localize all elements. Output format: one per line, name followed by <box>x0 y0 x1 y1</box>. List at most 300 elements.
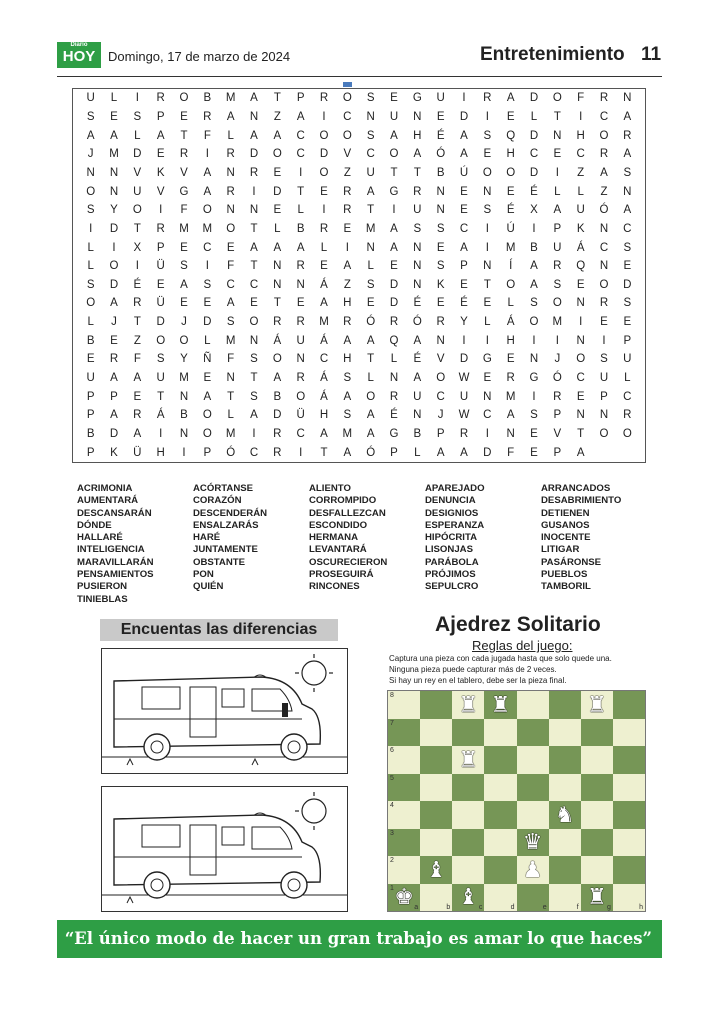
wordsearch-letter: Í <box>509 260 513 273</box>
wordsearch-letter: E <box>460 204 468 217</box>
wordsearch-letter: F <box>507 446 515 459</box>
wordsearch-letter: O <box>156 334 166 347</box>
wordsearch-letter: C <box>203 241 212 254</box>
wordsearch-letter: Z <box>600 185 608 198</box>
wordsearch-letter: A <box>203 185 212 198</box>
wordsearch-letter: R <box>459 428 469 441</box>
bishop-icon[interactable]: ♝ <box>458 884 479 910</box>
wordsearch-letter: E <box>530 428 538 441</box>
word-list-item: ACÓRTANSE <box>193 483 254 494</box>
wordsearch-letter: E <box>483 148 492 161</box>
wordsearch-letter: E <box>506 185 515 198</box>
chess-square-f1[interactable] <box>549 884 581 912</box>
wordsearch-letter: P <box>156 110 165 123</box>
chess-square-g8[interactable] <box>581 691 613 719</box>
wordsearch-letter: A <box>623 148 632 161</box>
rook-icon[interactable]: ♜ <box>458 691 479 717</box>
wordsearch-letter: R <box>296 316 305 329</box>
wordsearch-letter: H <box>343 297 352 310</box>
wordsearch-letter: A <box>110 372 118 385</box>
wordsearch-letter: A <box>366 334 375 347</box>
chess-square-f4[interactable] <box>549 801 581 829</box>
wordsearch-letter: R <box>133 297 142 310</box>
wordsearch-letter: M <box>365 222 376 235</box>
wordsearch-letter: U <box>413 390 422 403</box>
wordsearch-letter: S <box>343 372 352 385</box>
wordsearch-letter: O <box>272 148 282 161</box>
wordsearch-letter: N <box>179 428 189 441</box>
chess-square-f6[interactable] <box>549 746 581 774</box>
wordsearch-letter: I <box>135 260 139 273</box>
word-list-item: ESCONDIDO <box>309 519 368 531</box>
wordsearch-letter: G <box>529 372 539 385</box>
wordsearch-letter: A <box>390 129 398 142</box>
wordsearch-letter: M <box>505 390 516 403</box>
chess-square-g1[interactable] <box>581 884 613 912</box>
wordsearch-letter: V <box>436 353 445 366</box>
wordsearch-letter: A <box>250 129 258 142</box>
file-label: h <box>639 904 643 911</box>
bishop-icon[interactable]: ♝ <box>426 856 447 882</box>
chess-square-d1[interactable] <box>484 884 516 912</box>
wordsearch-letter: S <box>553 278 562 291</box>
chess-square-h8[interactable] <box>613 691 645 719</box>
wordsearch-letter: R <box>389 316 399 329</box>
wordsearch-letter: O <box>436 372 446 385</box>
wordsearch-letter: N <box>529 353 539 366</box>
wordsearch-letter: É <box>413 353 422 366</box>
wordsearch-letter: L <box>274 222 281 235</box>
chess-square-b7[interactable] <box>420 719 452 747</box>
word-list-item: DESABRIMIENTO <box>541 495 622 507</box>
chess-rule: Captura una pieza con cada jugada hasta que solo quede una. <box>389 654 612 663</box>
chess-square-h2[interactable] <box>613 856 645 884</box>
king-icon[interactable]: ♚ <box>394 884 414 910</box>
wordsearch-letter: G <box>482 353 492 366</box>
wordsearch-letter: B <box>86 334 95 347</box>
wordsearch-letter: N <box>413 278 422 291</box>
chess-square-f8[interactable] <box>549 691 581 719</box>
chess-square-h4[interactable] <box>613 801 645 829</box>
wordsearch-letter: D <box>249 148 259 161</box>
wordsearch-letter: R <box>273 316 282 329</box>
wordsearch-letter: N <box>109 185 119 198</box>
wordsearch-letter: J <box>437 409 444 422</box>
file-label: c <box>478 904 483 911</box>
wordsearch-letter: Z <box>577 166 585 179</box>
wordsearch-letter: I <box>555 334 559 347</box>
wordsearch-letter: N <box>436 334 445 347</box>
wordsearch-letter: S <box>86 278 95 291</box>
wordsearch-letter: O <box>529 316 539 329</box>
wordsearch-letter: M <box>552 316 563 329</box>
wordsearch-letter: Á <box>320 390 328 403</box>
wordsearch-letter: A <box>390 222 398 235</box>
wordsearch-letter: A <box>203 166 212 179</box>
wordsearch-letter: D <box>529 92 539 105</box>
wordsearch-letter: B <box>530 241 538 254</box>
wordsearch-letter: E <box>600 316 608 329</box>
wordsearch-letter: T <box>133 316 141 329</box>
file-label: d <box>510 904 515 911</box>
word-list-item: ALIENTO <box>309 483 351 494</box>
wordsearch-letter: A <box>623 204 632 217</box>
wordsearch-letter: P <box>203 446 212 459</box>
wordsearch-letter: D <box>156 316 165 329</box>
chess-square-b8[interactable] <box>420 691 452 719</box>
word-list-item: HARÉ <box>193 532 221 544</box>
wordsearch-letter: A <box>203 390 212 403</box>
wordsearch-letter: E <box>226 241 235 254</box>
wordsearch-letter: A <box>413 148 422 161</box>
wordsearch-letter: O <box>132 204 142 217</box>
chess-square-c6[interactable] <box>452 746 484 774</box>
wordsearch-letter: A <box>343 390 352 403</box>
wordsearch-letter: U <box>459 390 469 403</box>
wordsearch-letter: T <box>250 260 258 273</box>
wordsearch-letter: A <box>506 409 515 422</box>
wordsearch-letter: B <box>296 222 305 235</box>
wordsearch-letter: A <box>600 166 608 179</box>
wordsearch-letter: H <box>413 129 422 142</box>
wordsearch-letter: H <box>343 353 352 366</box>
rook-icon[interactable]: ♜ <box>586 884 607 910</box>
wordsearch-letter: A <box>460 129 468 142</box>
chess-square-d2[interactable] <box>484 856 516 884</box>
wordsearch-letter: U <box>296 334 305 347</box>
wordsearch-letter: E <box>390 92 398 105</box>
wordsearch-letter: A <box>156 129 165 142</box>
wordsearch-letter: I <box>532 390 536 403</box>
wordsearch-letter: C <box>343 110 352 123</box>
wordsearch-letter: É <box>390 409 398 422</box>
wordsearch-letter: É <box>436 129 445 142</box>
wordsearch-letter: N <box>483 185 492 198</box>
wordsearch-letter <box>616 443 639 462</box>
wordsearch-letter: C <box>319 353 329 366</box>
wordsearch-letter: Ó <box>412 316 422 329</box>
wordsearch-letter: O <box>109 260 119 273</box>
wordsearch-letter: T <box>273 297 281 310</box>
chess-square-c8[interactable] <box>452 691 484 719</box>
wordsearch-letter: U <box>436 92 445 105</box>
wordsearch-letter: E <box>390 260 398 273</box>
chess-square-g2[interactable] <box>581 856 613 884</box>
chess-square-c2[interactable] <box>452 856 484 884</box>
chess-square-d5[interactable] <box>484 774 516 802</box>
wordsearch-letter: A <box>273 372 282 385</box>
wordsearch-letter: O <box>366 390 376 403</box>
chess-square-a7[interactable] <box>388 719 420 747</box>
wordsearch-letter: C <box>296 148 305 161</box>
wordsearch-letter: U <box>156 372 165 385</box>
wordsearch-letter: F <box>203 129 211 142</box>
queen-icon[interactable]: ♛ <box>522 829 543 855</box>
newspaper-logo <box>57 42 101 68</box>
wordsearch-letter: L <box>297 204 304 217</box>
wordsearch-letter: A <box>366 428 375 441</box>
chess-square-e6[interactable] <box>517 746 549 774</box>
wordsearch-letter: L <box>367 372 374 385</box>
wordsearch-letter <box>592 443 615 462</box>
chess-square-e1[interactable] <box>517 884 549 912</box>
wordsearch-letter: N <box>553 129 562 142</box>
wordsearch-letter: T <box>390 166 398 179</box>
wordsearch-letter: U <box>86 372 95 385</box>
wordsearch-letter: O <box>622 428 632 441</box>
wordsearch-letter: C <box>599 241 609 254</box>
wordsearch-letter: P <box>553 446 562 459</box>
wordsearch-letter: O <box>202 204 212 217</box>
wordsearch-letter: R <box>343 316 352 329</box>
wordsearch-letter: A <box>460 148 468 161</box>
rook-icon[interactable]: ♜ <box>458 746 479 772</box>
chess-square-b6[interactable] <box>420 746 452 774</box>
word-list-item: SEPULCRO <box>425 581 479 593</box>
wordsearch-letter: O <box>342 129 352 142</box>
wordsearch-letter: N <box>599 260 609 273</box>
word-list-column <box>541 483 657 606</box>
wordsearch-letter: D <box>273 409 282 422</box>
wordsearch-letter: U <box>623 353 632 366</box>
rook-icon[interactable]: ♜ <box>586 691 607 717</box>
chess-square-a8[interactable] <box>388 691 420 719</box>
wordsearch-letter: Á <box>576 241 585 254</box>
chess-square-b3[interactable] <box>420 829 452 857</box>
chess-square-h1[interactable] <box>613 884 645 912</box>
word-list-item: HERMANA <box>309 532 359 544</box>
chess-square-c7[interactable] <box>452 719 484 747</box>
word-list-item: HIPÓCRITA <box>425 532 478 544</box>
wordsearch-letter: A <box>273 241 282 254</box>
chess-square-g7[interactable] <box>581 719 613 747</box>
wordsearch-letter: Ó <box>599 204 609 217</box>
wordsearch-letter: H <box>319 409 329 422</box>
chess-rule: Si hay un rey en el tablero, debe ser la pieza final. <box>389 676 567 685</box>
wordsearch-letter: E <box>320 260 328 273</box>
wordsearch-letter: Z <box>343 166 351 179</box>
wordsearch-letter: O <box>319 129 329 142</box>
chess-square-f5[interactable] <box>549 774 581 802</box>
wordsearch-letter: A <box>320 297 328 310</box>
knight-icon[interactable]: ♞ <box>554 801 575 827</box>
wordsearch-letter: U <box>553 241 562 254</box>
chess-square-b5[interactable] <box>420 774 452 802</box>
chess-square-e7[interactable] <box>517 719 549 747</box>
wordsearch-letter: A <box>110 297 118 310</box>
wordsearch-letter: M <box>202 222 213 235</box>
word-list-item: TINIEBLAS <box>77 593 128 605</box>
chess-square-e3[interactable] <box>517 829 549 857</box>
wordsearch-letter: T <box>273 92 281 105</box>
wordsearch-letter: T <box>577 428 585 441</box>
chess-square-e2[interactable] <box>517 856 549 884</box>
wordsearch-letter: R <box>413 185 422 198</box>
word-list-item: DÓNDE <box>77 519 112 531</box>
wordsearch-letter: O <box>226 222 236 235</box>
wordsearch-letter: S <box>250 390 258 403</box>
chess-square-a2[interactable] <box>388 856 420 884</box>
chess-square-c1[interactable] <box>452 884 484 912</box>
wordsearch-letter: C <box>576 372 585 385</box>
rank-label: 2 <box>390 857 394 864</box>
word-list-item: CORAZÓN <box>193 495 242 507</box>
wordsearch-letter: S <box>366 92 375 105</box>
wordsearch-letter: E <box>530 446 538 459</box>
wordsearch-letter: L <box>367 260 374 273</box>
wordsearch-letter: W <box>458 409 470 422</box>
wordsearch-letter: P <box>436 428 445 441</box>
chess-square-b2[interactable] <box>420 856 452 884</box>
chess-square-a4[interactable] <box>388 801 420 829</box>
chess-square-f7[interactable] <box>549 719 581 747</box>
wordsearch-letter: S <box>530 409 538 422</box>
wordsearch-letter: R <box>343 185 352 198</box>
wordsearch-letter: G <box>389 428 399 441</box>
word-list-column <box>193 483 309 606</box>
chess-square-b4[interactable] <box>420 801 452 829</box>
wordsearch-letter: S <box>250 353 258 366</box>
wordsearch-letter: R <box>553 390 562 403</box>
wordsearch-letter: I <box>485 428 489 441</box>
wordsearch-letter: S <box>226 316 235 329</box>
wordsearch-letter: N <box>599 409 609 422</box>
chess-square-a6[interactable] <box>388 746 420 774</box>
word-list-item: DESIGNIOS <box>425 507 479 519</box>
chess-square-g6[interactable] <box>581 746 613 774</box>
chess-square-a1[interactable] <box>388 884 420 912</box>
chess-square-d3[interactable] <box>484 829 516 857</box>
wordsearch-letter: S <box>366 129 375 142</box>
chess-square-g5[interactable] <box>581 774 613 802</box>
word-list-item: OSCURECIERON <box>309 556 388 568</box>
wordsearch-letter: C <box>623 390 632 403</box>
chess-square-c4[interactable] <box>452 801 484 829</box>
wordsearch-letter: E <box>506 110 515 123</box>
wordsearch-letter: B <box>203 92 212 105</box>
wordsearch-letter: D <box>133 148 142 161</box>
word-list-item: PUEBLOS <box>541 569 588 581</box>
chess-square-e8[interactable] <box>517 691 549 719</box>
rank-label: 6 <box>390 747 394 754</box>
wordsearch-letter: N <box>436 185 445 198</box>
wordsearch-letter: A <box>366 185 375 198</box>
word-list-item: RINCONES <box>309 581 360 593</box>
wordsearch-letter: M <box>319 316 329 329</box>
wordsearch-letter: S <box>623 166 632 179</box>
wordsearch-letter: S <box>203 278 212 291</box>
wordsearch-letter: Ó <box>226 446 236 459</box>
chess-square-d8[interactable] <box>484 691 516 719</box>
chess-square-d6[interactable] <box>484 746 516 774</box>
wordsearch-letter: Z <box>273 110 281 123</box>
chess-square-c5[interactable] <box>452 774 484 802</box>
chess-rule: Ninguna pieza puede capturar más de 2 veces. <box>389 665 557 674</box>
chess-square-h6[interactable] <box>613 746 645 774</box>
chess-square-g4[interactable] <box>581 801 613 829</box>
wordsearch-letter: R <box>226 185 235 198</box>
wordsearch-letter: M <box>179 372 189 385</box>
wordsearch-letter: N <box>86 166 95 179</box>
wordsearch-letter: K <box>110 446 118 459</box>
wordsearch-letter: Z <box>133 334 141 347</box>
wordsearch-letter: A <box>273 129 282 142</box>
wordsearch-letter: L <box>204 334 211 347</box>
chess-square-h5[interactable] <box>613 774 645 802</box>
word-list-item: LITIGAR <box>541 544 580 556</box>
wordsearch-letter: P <box>553 222 562 235</box>
wordsearch-letter: T <box>250 222 258 235</box>
wordsearch-letter: I <box>532 334 536 347</box>
chess-square-h7[interactable] <box>613 719 645 747</box>
wordsearch-letter: O <box>249 316 259 329</box>
word-list-item: DESFALLEZCAN <box>309 507 386 519</box>
wordsearch-letter: O <box>506 278 516 291</box>
chess-square-g3[interactable] <box>581 829 613 857</box>
wordsearch-letter: E <box>366 297 375 310</box>
wordsearch-letter: O <box>272 353 282 366</box>
wordsearch-letter: J <box>181 316 187 329</box>
wordsearch-letter: L <box>507 297 514 310</box>
wordsearch-letter: F <box>180 204 188 217</box>
wordsearch-letter: A <box>320 428 328 441</box>
wordsearch-letter: R <box>156 222 165 235</box>
chess-square-c3[interactable] <box>452 829 484 857</box>
wordsearch-letter: K <box>436 278 445 291</box>
wordsearch-letter: E <box>576 278 585 291</box>
chess-rules <box>389 653 612 686</box>
wordsearch-letter: E <box>273 166 282 179</box>
chess-square-f2[interactable] <box>549 856 581 884</box>
wordsearch-letter: R <box>273 428 282 441</box>
wordsearch-letter: S <box>156 353 165 366</box>
wordsearch-letter: S <box>413 222 422 235</box>
wordsearch-letter: R <box>203 110 212 123</box>
chess-square-d7[interactable] <box>484 719 516 747</box>
wordsearch-letter: G <box>179 185 189 198</box>
wordsearch-letter: P <box>86 390 95 403</box>
chess-square-b1[interactable] <box>420 884 452 912</box>
wordsearch-letter: F <box>227 260 235 273</box>
chess-square-e5[interactable] <box>517 774 549 802</box>
wordsearch-letter: O <box>599 278 609 291</box>
pawn-icon[interactable]: ♟ <box>522 856 543 882</box>
word-list-column <box>309 483 425 606</box>
chess-square-a3[interactable] <box>388 829 420 857</box>
wordsearch-letter: R <box>156 92 165 105</box>
wordsearch-letter: E <box>296 297 305 310</box>
wordsearch-letter: D <box>109 428 119 441</box>
rook-icon[interactable]: ♜ <box>490 691 511 717</box>
wordsearch-letter: R <box>296 372 305 385</box>
wordsearch-letter: T <box>483 278 491 291</box>
wordsearch-letter: I <box>252 185 256 198</box>
chess-square-e4[interactable] <box>517 801 549 829</box>
chess-square-d4[interactable] <box>484 801 516 829</box>
wordsearch-letter: A <box>436 446 445 459</box>
chess-square-a5[interactable] <box>388 774 420 802</box>
wordsearch-letter: R <box>179 148 189 161</box>
wordsearch-letter: S <box>436 222 445 235</box>
wordsearch-letter: D <box>319 148 329 161</box>
wordsearch-letter: A <box>250 241 258 254</box>
chess-square-f3[interactable] <box>549 829 581 857</box>
wordsearch-letter: B <box>413 428 422 441</box>
header-divider <box>57 76 662 77</box>
word-list-column <box>425 483 541 606</box>
chess-square-h3[interactable] <box>613 829 645 857</box>
wordsearch-letter: J <box>87 148 94 161</box>
